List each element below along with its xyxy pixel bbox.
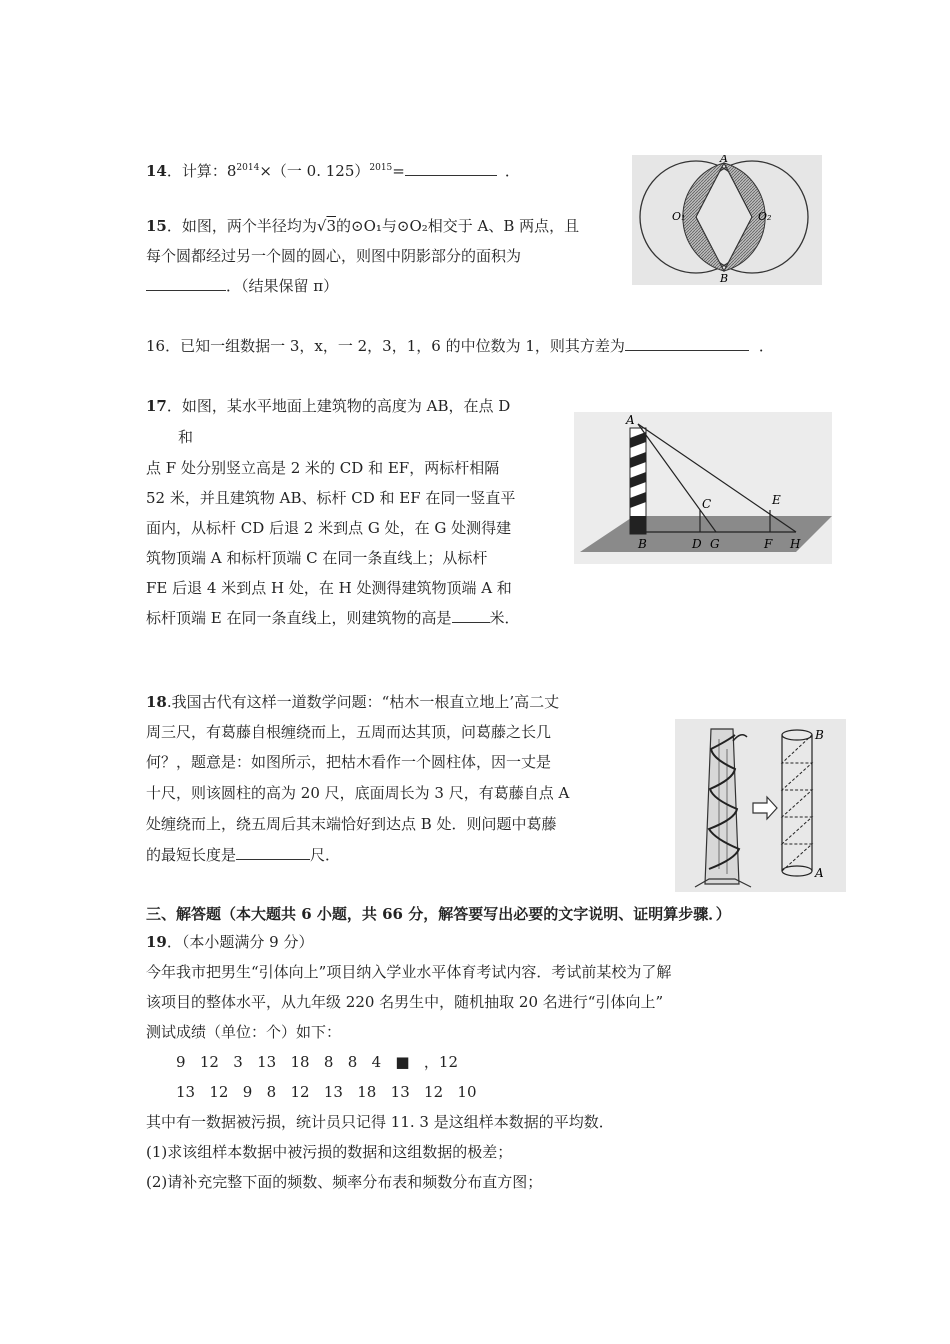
q18-line4: 十尺，则该圆柱的高为 20 尺，底面周长为 3 尺，有葛藤自点 A [146, 784, 570, 802]
sqrt-symbol: √3 [316, 217, 336, 235]
q16-end: ． [758, 337, 774, 355]
q19-row1a: 9 12 3 13 18 8 8 4 [176, 1053, 382, 1071]
q18-number: 18 [146, 693, 167, 711]
q18-text1: .我国古代有这样一道数学问题：“枯木一根直立地上’高二丈 [166, 693, 560, 711]
q14-exp1: 2014 [236, 163, 260, 173]
q17-answer-blank [452, 608, 490, 623]
q18-figure [675, 719, 846, 892]
q17-figure [574, 412, 832, 564]
q16-line [146, 336, 774, 356]
q14-text-post: = [392, 162, 405, 180]
q17-line3: 点 F 处分别竖立高是 2 米的 CD 和 EF，两标杆相隔 [146, 459, 500, 477]
q18-line5: 处缠绕而上，绕五周后其末端恰好到达点 B 处．则问题中葛藤 [146, 815, 557, 833]
label-b: B [720, 272, 729, 285]
q14-number: 14 [146, 162, 167, 180]
q19-line6: (2)请补充完整下面的频数、频率分布表和频数分布直方图； [146, 1173, 543, 1191]
label-d: D [692, 537, 702, 551]
label-a: A [720, 155, 728, 165]
label-o1: O₁ [672, 210, 686, 223]
q14-answer-blank [405, 161, 497, 176]
q17-line7: FE 后退 4 米到点 H 处，在 H 处测得建筑物顶端 A 和 [146, 579, 512, 597]
arrow-icon [753, 797, 777, 819]
q15-text1b: 的⊙O₁与⊙O₂相交于 A、B 两点，且 [336, 217, 580, 235]
q15-number: 15 [146, 217, 167, 235]
q19-line3: 测试成绩（单位：个）如下： [146, 1023, 342, 1041]
q18-line1 [146, 692, 559, 712]
q18-text6a: 的最短长度是 [146, 846, 237, 864]
q19-data-row2: 13 12 9 8 12 13 18 13 12 10 [176, 1083, 477, 1101]
q19-line1: 今年我市把男生“引体向上”项目纳入学业水平体育考试内容．考试前某校为了解 [146, 963, 672, 981]
q17-number: 17 [146, 397, 167, 415]
sight-line-ag [638, 424, 716, 532]
q19-row1b: ，12 [423, 1053, 459, 1071]
q17-line5: 面内，从标杆 CD 后退 2 米到点 G 处，在 G 处测得建 [146, 519, 512, 537]
q15-line2: 每个圆都经过另一个圆的圆心，则图中阴影部分的面积为 [146, 247, 522, 265]
q16-answer-blank [625, 336, 749, 351]
label-c: C [702, 497, 712, 511]
q17-line1 [146, 396, 510, 416]
q17-line6: 筑物顶端 A 和标杆顶端 C 在同一条直线上；从标杆 [146, 549, 488, 567]
label-o2: O₂ [758, 210, 772, 223]
q15-sqrt-value: 3 [326, 217, 336, 235]
q19-line4: 其中有一数据被污损，统计员只记得 11. 3 是这组样本数据的平均数． [146, 1113, 614, 1131]
q16-text: 16．已知一组数据一 3，x，一 2，3，1，6 的中位数为 1，则其方差为 [146, 337, 625, 355]
q17-text8b: 米． [489, 609, 520, 627]
q15-answer-blank [146, 276, 226, 291]
q18-line3: 何？，题意是：如图所示，把枯木看作一个圆柱体，因一丈是 [146, 753, 552, 771]
q15-text1a: ．如图，两个半径均为 [166, 217, 317, 235]
sight-line-ah [638, 424, 796, 532]
cylinder-drawing [782, 730, 812, 876]
q17-line2: 和 [178, 428, 194, 446]
q18-text6b: 尺． [310, 846, 341, 864]
label-e: E [772, 493, 781, 507]
label-b: B [815, 728, 824, 742]
q19-line5: (1)求该组样本数据中被污损的数据和这组数据的极差； [146, 1143, 513, 1161]
tree-drawing [695, 729, 751, 887]
q17-text1: ．如图，某水平地面上建筑物的高度为 AB，在点 D [166, 397, 511, 415]
q14-end: ． [504, 162, 520, 180]
label-g: G [710, 537, 720, 551]
q14-line [146, 158, 520, 181]
q17-text8a: 标杆顶端 E 在同一条直线上，则建筑物的高是 [146, 609, 452, 627]
q18-answer-blank [236, 845, 310, 860]
q17-line8 [146, 608, 520, 628]
q14-exp2: 2015 [369, 163, 393, 173]
q19-sub: ．（本小题满分 9 分） [166, 933, 314, 951]
label-h: H [790, 537, 801, 551]
smudged-data-mark: ■ [395, 1053, 410, 1071]
q18-line2: 周三尺，有葛藤自根缠绕而上，五周而达其顶，问葛藤之长几 [146, 723, 552, 741]
q19-data-row1 [176, 1052, 458, 1072]
label-a: A [815, 866, 824, 880]
label-a: A [626, 413, 635, 427]
q15-figure [632, 155, 822, 285]
intersecting-circles-diagram [632, 155, 822, 285]
q18-line6 [146, 845, 340, 865]
q17-line4: 52 米，并且建筑物 AB、标杆 CD 和 EF 在同一竖直平 [146, 489, 516, 507]
q15-text3: ．（结果保留 π） [226, 277, 339, 295]
q15-line1 [146, 216, 579, 236]
label-b: B [638, 537, 647, 551]
q19-number: 19 [146, 933, 167, 951]
q14-text-mid: ×（一 0. 125） [259, 162, 370, 180]
shaded-region-left [683, 163, 724, 271]
label-f: F [764, 537, 773, 551]
tree-and-cylinder-diagram [675, 719, 846, 892]
section3-heading: 三、解答题（本大题共 6 小题，共 66 分，解答要写出必要的文字说明、证明算步骤．） [146, 905, 731, 923]
q19-line0 [146, 932, 313, 952]
q19-line2: 该项目的整体水平，从九年级 220 名男生中，随机抽取 20 名进行“引体向上” [146, 993, 664, 1011]
q15-line3 [146, 276, 338, 296]
building-poles-diagram [574, 412, 832, 564]
q14-text-pre: ．计算：8 [166, 162, 237, 180]
